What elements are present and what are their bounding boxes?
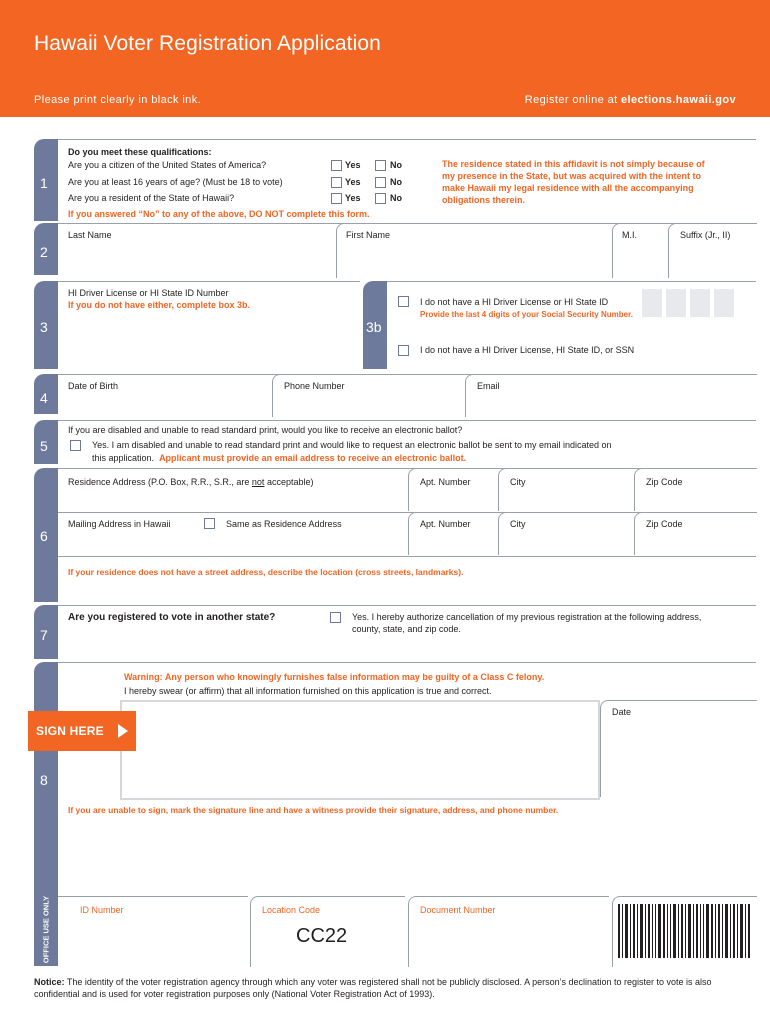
zip-label: Zip Code [646,519,683,529]
mi-field[interactable] [612,223,667,278]
last-name-label: Last Name [68,230,112,240]
office-use-marker [34,896,58,966]
ebullot-answer-line2: this application. Applicant must provide an email address to receive an electronic ballot. [92,453,467,463]
section-4-marker: 4 [34,374,58,414]
location-code-value: CC22 [296,925,348,947]
online-url-link[interactable]: elections.hawaii.gov [621,94,736,106]
section-7-marker: 7 [34,605,58,659]
dob-label: Date of Birth [68,381,119,391]
qualifications-heading: Do you meet these qualifications: [68,147,212,157]
barcode-image [618,904,752,958]
other-state-question: Are you registered to vote in another state? [68,612,276,623]
city-label: City [510,477,526,487]
license-label: HI Driver License or HI State ID Number [68,288,229,298]
ssn-digit-3[interactable] [690,289,710,317]
office-use-label: OFFICE USE ONLY [41,895,51,964]
q-age: Are you at least 16 years of age? (Must be 18 to vote) [68,177,283,187]
form-title: Hawaii Voter Registration Application [34,32,381,55]
ebullot-answer-line1: Yes. I am disabled and unable to read standard print and would like to request an electronic ballot be sent to my email indicated on [92,440,612,450]
residence-address-label: Residence Address (P.O. Box, R.R., S.R., are not acceptable) [68,477,314,487]
q-citizen: Are you a citizen of the United States of America? [68,160,267,170]
ssn-digit-1[interactable] [642,289,662,317]
ebullot-note: Applicant must provide an email address to receive an electronic ballot. [159,453,467,463]
suffix-label: Suffix (Jr., II) [680,230,731,240]
yes-label: Yes [345,177,361,187]
q-resident: Are you a resident of the State of Hawaii? [68,193,235,203]
yes-label: Yes [345,193,361,203]
email-field[interactable] [465,374,757,417]
city-label: City [510,519,526,529]
notice-text: Notice: The identity of the voter registration agency through which any voter was registered shall not be publicly disclosed. A person’s declination to register to vote is also confidential and is used for voter registration purposes only (National Voter Registration Act of 1993). [34,977,712,999]
sign-here-label: SIGN HERE [36,724,104,738]
cancel-registration-label: Yes. I hereby authorize cancellation of my previous registration at the following address, county, state, and zip code. [352,612,702,634]
mi-label: M.I. [622,230,637,240]
first-name-label: First Name [346,230,391,240]
mailing-address-label: Mailing Address in Hawaii [68,519,171,529]
header-banner [0,0,770,117]
register-online-prefix: Register online at [524,94,622,106]
residence-affidavit: The residence stated in this affidavit is not simply because of my presence in the State, but was acquired with the intent to make Hawaii my legal residence with all the accompanying obligations therein. [442,159,705,205]
no-id-or-ssn-checkbox[interactable] [398,345,409,356]
ssn-digit-4[interactable] [714,289,734,317]
no-label: No [390,160,402,170]
age-yes-checkbox[interactable] [331,177,342,188]
same-as-residence-label: Same as Residence Address [226,519,342,529]
citizen-no-checkbox[interactable] [375,160,386,171]
print-instructions: Please print clearly in black ink. [34,94,202,106]
section-3-marker: 3 [34,281,58,369]
location-code-label: Location Code [262,905,321,915]
id-number-label: ID Number [80,905,124,915]
section-8-marker: 8 [34,662,58,896]
same-as-residence-checkbox[interactable] [204,518,215,529]
email-label: Email [477,381,500,391]
residence-city-field[interactable] [498,468,633,511]
section-2-marker: 2 [34,223,58,275]
register-online [525,94,736,106]
section-3b-marker: 3b [363,281,387,369]
oath-statement: I hereby swear (or affirm) that all information furnished on this application is true and correct. [124,686,492,696]
document-number-label: Document Number [420,905,496,915]
license-note: If you do not have either, complete box 3b. [68,300,251,310]
resident-yes-checkbox[interactable] [331,193,342,204]
signature-box[interactable] [120,700,600,800]
electronic-ballot-checkbox[interactable] [70,440,81,451]
no-street-note: If your residence does not have a street address, describe the location (cross streets, landmarks). [68,567,464,577]
no-label: No [390,177,402,187]
yes-label: Yes [345,160,361,170]
zip-label: Zip Code [646,477,683,487]
apt-label: Apt. Number [420,477,471,487]
section-6-marker: 6 [34,468,58,602]
no-id-or-ssn-label: I do not have a HI Driver License, HI State ID, or SSN [420,345,635,355]
citizen-yes-checkbox[interactable] [331,160,342,171]
cancel-registration-checkbox[interactable] [330,612,341,623]
arrow-right-icon [118,724,128,738]
apt-label: Apt. Number [420,519,471,529]
section-1-marker: 1 [34,139,58,221]
residence-zip-field[interactable] [634,468,757,511]
age-no-checkbox[interactable] [375,177,386,188]
resident-no-checkbox[interactable] [375,193,386,204]
no-license-checkbox[interactable] [398,296,409,307]
no-license-label: I do not have a HI Driver License or HI State ID [420,297,609,307]
section-5-marker: 5 [34,420,58,464]
ssn-note: Provide the last 4 digits of your Social Security Number. [420,310,633,319]
felony-warning: Warning: Any person who knowingly furnishes false information may be guilty of a Class C felony. [124,672,545,682]
residence-apt-field[interactable] [408,468,497,511]
qualification-warning: If you answered “No” to any of the above, DO NOT complete this form. [68,209,370,219]
date-label: Date [612,707,632,717]
ssn-digit-2[interactable] [666,289,686,317]
no-label: No [390,193,402,203]
ebullot-question: If you are disabled and unable to read standard print, would you like to receive an electronic ballot? [68,425,463,435]
phone-label: Phone Number [284,381,345,391]
unable-to-sign-note: If you are unable to sign, mark the signature line and have a witness provide their signature, address, and phone number. [68,805,559,815]
sign-here-tab [28,711,136,751]
notice-label: Notice: [34,977,65,987]
